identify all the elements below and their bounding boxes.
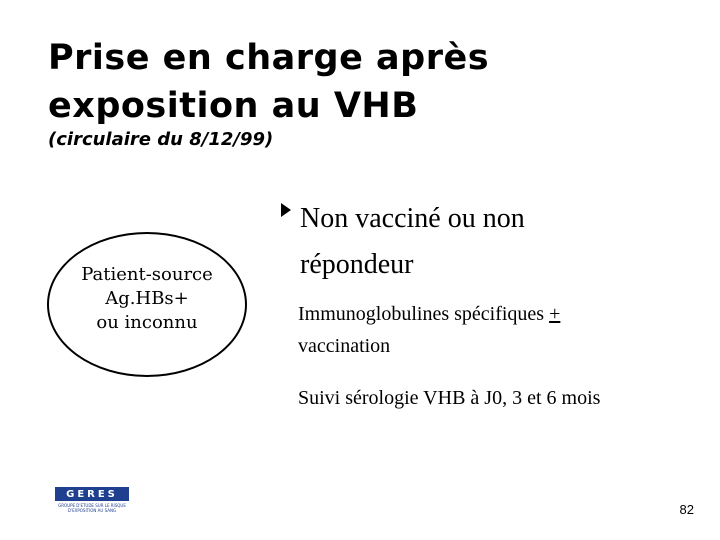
treatment-line-2: vaccination [298, 335, 391, 357]
title-line-2: exposition au VHB [48, 86, 419, 126]
source-patient-ellipse [47, 232, 247, 377]
bullet-item [280, 196, 700, 288]
logo-box [55, 487, 129, 501]
logo-text: GERES [66, 488, 118, 500]
source-patient-line-2: Ag.HBs+ [105, 287, 189, 309]
treatment-main: Immunoglobulines spécifiques [298, 303, 550, 325]
bullet-line-1: Non vacciné ou non [300, 203, 525, 234]
followup-text: Suivi sérologie VHB à J0, 3 et 6 mois [298, 387, 601, 409]
title-line-1: Prise en charge après [48, 38, 490, 78]
slide-subtitle: (circulaire du 8/12/99) [48, 129, 274, 150]
source-patient-line-1: Patient-source [81, 263, 213, 285]
geres-logo [55, 487, 133, 515]
treatment-text [298, 298, 698, 362]
logo-subtitle: GROUPE D'ETUDE SUR LE RISQUE D'EXPOSITION AU SANG [58, 503, 126, 513]
page-number: 82 [679, 502, 694, 517]
slide-title [48, 34, 688, 130]
treatment-plus: + [549, 303, 561, 325]
triangle-right-icon [280, 202, 292, 218]
bullet-text [300, 196, 700, 288]
bullet-line-2: répondeur [300, 249, 414, 280]
source-patient-line-3: ou inconnu [96, 311, 198, 333]
